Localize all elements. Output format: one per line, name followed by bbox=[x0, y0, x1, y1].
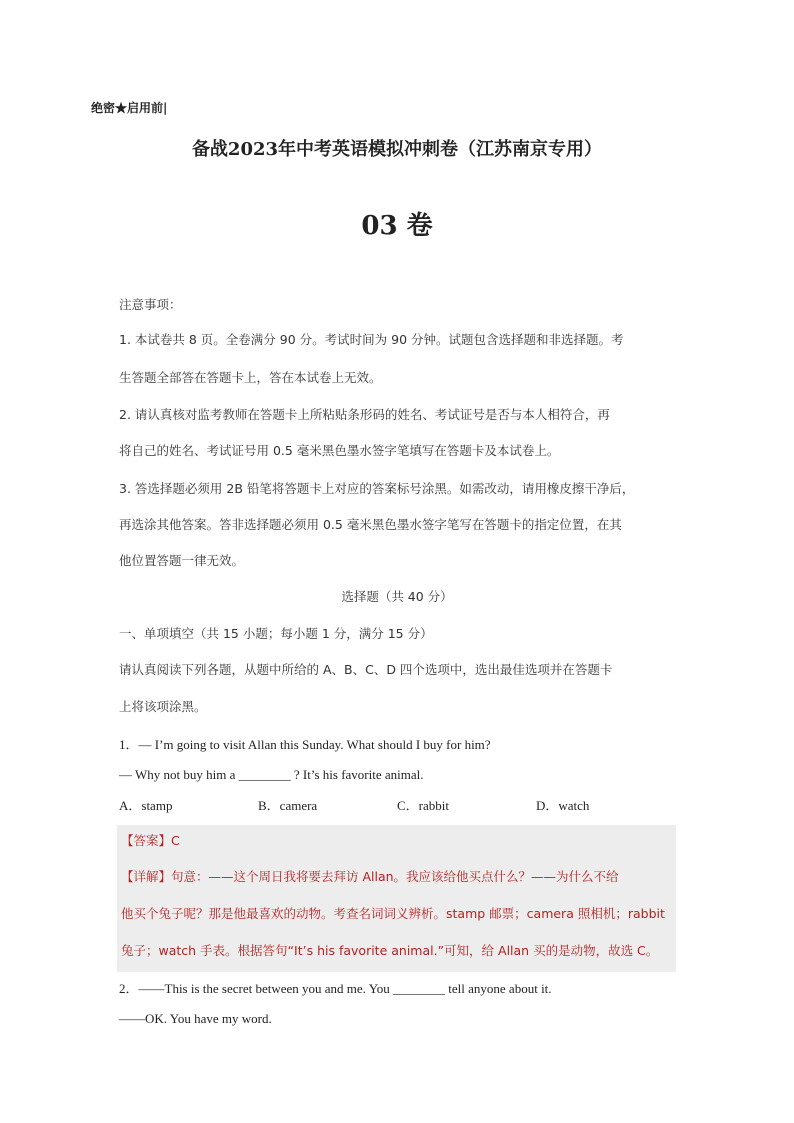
question-2-line: 2．——This is the secret between you and me. You ________ tell anyone about it. bbox=[119, 981, 552, 996]
option-d: D．watch bbox=[536, 798, 590, 813]
option-b: B．camera bbox=[258, 798, 318, 813]
answer-label: 【答案】C bbox=[121, 833, 180, 848]
notice-line: 2. 请认真核对监考教师在答题卡上所粘贴条形码的姓名、考试证号是否与本人相符合，再 bbox=[119, 407, 610, 422]
question-1-line: — Why not buy him a ________ ? It’s his favorite animal. bbox=[119, 767, 424, 782]
notice-line: 他位置答题一律无效。 bbox=[119, 553, 245, 568]
detail-line: 兔子；watch 手表。根据答句“It’s his favorite animal.”可知，给 Allan 买的是动物，故选 C。 bbox=[121, 943, 659, 958]
instruction-line: 请认真阅读下列各题，从题中所给的 A、B、C、D 四个选项中，选出最佳选项并在答题卡 bbox=[119, 662, 613, 677]
option-a: A．stamp bbox=[119, 798, 173, 813]
notice-line: 将自己的姓名、考试证号用 0.5 毫米黑色墨水签字笔填写在答题卡及本试卷上。 bbox=[119, 443, 560, 458]
exam-title: 备战2023年中考英语模拟冲刺卷（江苏南京专用） bbox=[191, 139, 603, 160]
option-c: C．rabbit bbox=[397, 798, 449, 813]
question-2-line: ——OK. You have my word. bbox=[119, 1011, 272, 1026]
detail-line: 【详解】句意：——这个周日我将要去拜访 Allan。我应该给他买点什么？——为什么不给 bbox=[121, 869, 619, 884]
part-title: 一、单项填空（共 15 小题；每小题 1 分，满分 15 分） bbox=[119, 626, 433, 641]
notice-line: 生答题全部答在答题卡上，答在本试卷上无效。 bbox=[119, 370, 382, 385]
volume-title: 03 卷 bbox=[361, 211, 433, 241]
notice-line: 1. 本试卷共 8 页。全卷满分 90 分。考试时间为 90 分钟。试题包含选择题和非选择题。考 bbox=[119, 332, 624, 347]
notice-heading: 注意事项： bbox=[119, 297, 182, 312]
notice-line: 再选涂其他答案。答非选择题必须用 0.5 毫米黑色墨水签字笔写在答题卡的指定位置，在其 bbox=[119, 517, 622, 532]
instruction-line: 上将该项涂黑。 bbox=[119, 699, 207, 714]
notice-line: 3. 答选择题必须用 2B 铅笔将答题卡上对应的答案标号涂黑。如需改动，请用橡皮擦干净后， bbox=[119, 481, 635, 496]
section-heading: 选择题（共 40 分） bbox=[341, 589, 453, 604]
question-1-line: 1．— I’m going to visit Allan this Sunday. What should I buy for him? bbox=[119, 737, 491, 752]
confidential-label: 绝密★启用前| bbox=[91, 101, 168, 115]
detail-line: 他买个兔子呢？那是他最喜欢的动物。考查名词词义辨析。stamp 邮票；camera 照相机；rabbit bbox=[121, 906, 665, 921]
